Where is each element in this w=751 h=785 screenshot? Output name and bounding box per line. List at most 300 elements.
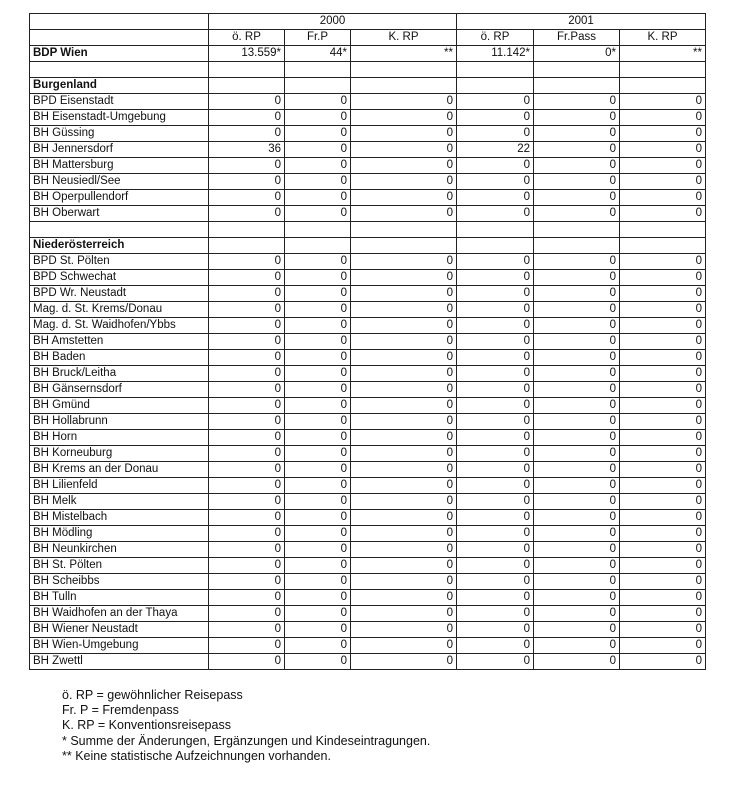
row-label: BPD St. Pölten [30, 254, 209, 270]
value-cell: 0 [285, 398, 351, 414]
value-cell: 0 [534, 430, 620, 446]
row-label: BH Krems an der Donau [30, 462, 209, 478]
table-row [30, 606, 706, 622]
value-cell: 0 [457, 430, 534, 446]
col-header-2001-k-rp: K. RP [620, 30, 706, 46]
value-cell: 0 [209, 526, 285, 542]
value-cell: 0 [534, 462, 620, 478]
value-cell: 0 [209, 542, 285, 558]
value-cell: 0 [620, 174, 706, 190]
value-cell: 0 [285, 590, 351, 606]
value-cell: 0 [351, 142, 457, 158]
row-label: BH Operpullendorf [30, 190, 209, 206]
value-cell: 0 [285, 478, 351, 494]
value-cell: 0 [285, 446, 351, 462]
table-row [30, 654, 706, 670]
value-cell: 0 [209, 158, 285, 174]
empty-cell [209, 222, 285, 238]
row-label: BH Bruck/Leitha [30, 366, 209, 382]
empty-cell [534, 62, 620, 78]
empty-cell [351, 62, 457, 78]
value-cell: 0 [209, 494, 285, 510]
value-cell: 0 [620, 382, 706, 398]
passport-statistics-table [29, 13, 706, 670]
table-row [30, 190, 706, 206]
value-cell: 0 [534, 558, 620, 574]
summary-row-bdp-wien [30, 46, 706, 62]
section-header-row [30, 78, 706, 94]
table-row [30, 542, 706, 558]
table-row [30, 430, 706, 446]
row-label: Mag. d. St. Krems/Donau [30, 302, 209, 318]
value-cell: 0 [620, 526, 706, 542]
value-cell: 0 [534, 158, 620, 174]
value-cell: 0 [351, 366, 457, 382]
value-cell: 0 [209, 174, 285, 190]
value-cell: 0 [351, 606, 457, 622]
value-cell: 0 [285, 510, 351, 526]
empty-cell [285, 78, 351, 94]
table-row [30, 574, 706, 590]
value-cell: 0 [209, 462, 285, 478]
value-cell: 0 [209, 574, 285, 590]
row-label: BH Güssing [30, 126, 209, 142]
table-row [30, 558, 706, 574]
value-cell: 0 [620, 622, 706, 638]
value-cell: 0 [351, 302, 457, 318]
empty-cell [285, 62, 351, 78]
value-cell: 0 [285, 606, 351, 622]
value-cell: 0 [534, 190, 620, 206]
row-label: BH Lilienfeld [30, 478, 209, 494]
footnote: K. RP = Konventionsreisepass [62, 718, 231, 733]
value-cell: 0 [534, 622, 620, 638]
value-cell: 0 [209, 590, 285, 606]
value-cell: ** [351, 46, 457, 62]
value-cell: 0 [620, 286, 706, 302]
col-header-2001-oe-rp: ö. RP [457, 30, 534, 46]
row-label: BPD Wr. Neustadt [30, 286, 209, 302]
value-cell: 0 [534, 574, 620, 590]
value-cell: 0 [620, 430, 706, 446]
value-cell: 0 [457, 398, 534, 414]
value-cell: 0 [285, 574, 351, 590]
table-row [30, 382, 706, 398]
table-row [30, 350, 706, 366]
empty-corner-cell [30, 14, 209, 30]
table-row [30, 270, 706, 286]
table-row [30, 590, 706, 606]
value-cell: 0 [534, 510, 620, 526]
value-cell: 0 [285, 94, 351, 110]
table-row [30, 638, 706, 654]
value-cell: 0 [351, 318, 457, 334]
value-cell: 0 [351, 414, 457, 430]
value-cell: 0 [457, 270, 534, 286]
row-label: Mag. d. St. Waidhofen/Ybbs [30, 318, 209, 334]
value-cell: 0 [351, 382, 457, 398]
value-cell: 0 [209, 126, 285, 142]
value-cell: 0 [620, 558, 706, 574]
empty-cell [620, 222, 706, 238]
table-row [30, 110, 706, 126]
value-cell: 0 [351, 206, 457, 222]
row-label: BH Korneuburg [30, 446, 209, 462]
value-cell: 0 [209, 302, 285, 318]
row-label: BH Tulln [30, 590, 209, 606]
row-label: BH Jennersdorf [30, 142, 209, 158]
value-cell: 0 [534, 606, 620, 622]
value-cell: 0 [209, 254, 285, 270]
row-label: BH Horn [30, 430, 209, 446]
section-title: Burgenland [30, 78, 209, 94]
value-cell: 0 [620, 606, 706, 622]
value-cell: 0 [209, 190, 285, 206]
table-row [30, 174, 706, 190]
footnote: ö. RP = gewöhnlicher Reisepass [62, 688, 243, 702]
row-label: BH Neunkirchen [30, 542, 209, 558]
value-cell: 0 [457, 542, 534, 558]
value-cell: 0 [620, 414, 706, 430]
table-row [30, 366, 706, 382]
row-label: BH Gänsernsdorf [30, 382, 209, 398]
value-cell: 0 [457, 654, 534, 670]
value-cell: 0 [351, 430, 457, 446]
empty-cell [30, 62, 209, 78]
value-cell: 0 [285, 190, 351, 206]
empty-cell [457, 62, 534, 78]
value-cell: 0 [351, 398, 457, 414]
value-cell: 0 [457, 494, 534, 510]
row-label: BH Eisenstadt-Umgebung [30, 110, 209, 126]
year-header-2001: 2001 [457, 14, 706, 30]
value-cell: 0 [534, 318, 620, 334]
value-cell: 0 [285, 206, 351, 222]
spacer-row [30, 62, 706, 78]
value-cell: 0 [209, 622, 285, 638]
value-cell: 0 [285, 350, 351, 366]
value-cell: 0 [285, 142, 351, 158]
value-cell: 0 [209, 446, 285, 462]
empty-cell [620, 78, 706, 94]
table-body [30, 14, 706, 670]
value-cell: 0 [534, 334, 620, 350]
value-cell: 0 [457, 382, 534, 398]
table-row [30, 526, 706, 542]
col-header-2000-k-rp: K. RP [351, 30, 457, 46]
value-cell: 0 [457, 286, 534, 302]
row-label: BH Amstetten [30, 334, 209, 350]
table-row [30, 94, 706, 110]
value-cell: 0 [209, 206, 285, 222]
value-cell: 0 [209, 478, 285, 494]
value-cell: 0 [534, 254, 620, 270]
row-label: BH Baden [30, 350, 209, 366]
value-cell: 22 [457, 142, 534, 158]
table-row [30, 414, 706, 430]
empty-cell [457, 78, 534, 94]
value-cell: 0 [457, 110, 534, 126]
value-cell: 0 [209, 382, 285, 398]
value-cell: 0 [351, 286, 457, 302]
value-cell: 0 [534, 126, 620, 142]
value-cell: 0 [457, 558, 534, 574]
value-cell: 0 [457, 126, 534, 142]
value-cell: 0 [285, 382, 351, 398]
value-cell: 0 [351, 94, 457, 110]
value-cell: 0 [620, 462, 706, 478]
value-cell: 0 [620, 318, 706, 334]
value-cell: 0 [620, 110, 706, 126]
table-row [30, 254, 706, 270]
table-row [30, 206, 706, 222]
value-cell: 13.559* [209, 46, 285, 62]
value-cell: 0 [534, 494, 620, 510]
value-cell: 0 [457, 302, 534, 318]
value-cell: 0 [209, 654, 285, 670]
value-cell: 0 [457, 462, 534, 478]
value-cell: 0 [620, 478, 706, 494]
value-cell: 0 [285, 254, 351, 270]
value-cell: 0 [534, 174, 620, 190]
footnote: Fr. P = Fremdenpass [62, 703, 179, 718]
value-cell: 0 [457, 366, 534, 382]
col-header-2000-fr-p: Fr.P [285, 30, 351, 46]
value-cell: 0 [620, 398, 706, 414]
value-cell: 0 [534, 286, 620, 302]
row-label: BH Melk [30, 494, 209, 510]
value-cell: 0 [351, 270, 457, 286]
value-cell: 0 [534, 350, 620, 366]
value-cell: 0 [285, 494, 351, 510]
table-row [30, 446, 706, 462]
value-cell: 0 [285, 318, 351, 334]
value-cell: 0 [285, 126, 351, 142]
empty-cell [285, 238, 351, 254]
empty-label-header [30, 30, 209, 46]
col-header-2001-fr-pass: Fr.Pass [534, 30, 620, 46]
value-cell: 0 [534, 478, 620, 494]
value-cell: 0 [351, 654, 457, 670]
value-cell: 44* [285, 46, 351, 62]
value-cell: 0 [285, 302, 351, 318]
value-cell: 0 [620, 270, 706, 286]
value-cell: 0 [534, 638, 620, 654]
value-cell: 0 [457, 318, 534, 334]
empty-cell [457, 222, 534, 238]
row-label: BH Wien-Umgebung [30, 638, 209, 654]
table-row [30, 302, 706, 318]
value-cell: 0 [209, 334, 285, 350]
value-cell: 0 [534, 398, 620, 414]
value-cell: 0 [209, 510, 285, 526]
row-label: BH Waidhofen an der Thaya [30, 606, 209, 622]
value-cell: 0 [285, 158, 351, 174]
value-cell: 0 [351, 350, 457, 366]
value-cell: 0 [620, 158, 706, 174]
row-label: BH Gmünd [30, 398, 209, 414]
row-label: BH Mattersburg [30, 158, 209, 174]
value-cell: 0 [620, 254, 706, 270]
value-cell: 0 [457, 526, 534, 542]
value-cell: 0 [457, 174, 534, 190]
spacer-row [30, 222, 706, 238]
value-cell: 0 [457, 478, 534, 494]
empty-cell [351, 78, 457, 94]
value-cell: 0 [534, 366, 620, 382]
value-cell: 0 [457, 574, 534, 590]
row-label: BH Oberwart [30, 206, 209, 222]
empty-cell [285, 222, 351, 238]
table-row [30, 398, 706, 414]
value-cell: 0 [209, 558, 285, 574]
table-row [30, 462, 706, 478]
value-cell: 0 [285, 334, 351, 350]
value-cell: 0 [351, 558, 457, 574]
row-label: BDP Wien [30, 46, 209, 62]
table-row [30, 318, 706, 334]
value-cell: 0 [351, 158, 457, 174]
value-cell: 0 [351, 622, 457, 638]
footnote: * Summe der Änderungen, Ergänzungen und Kindeseintragungen. [62, 733, 431, 748]
row-label: BH Hollabrunn [30, 414, 209, 430]
value-cell: 0 [209, 366, 285, 382]
value-cell: 0 [620, 654, 706, 670]
year-header-row [30, 14, 706, 30]
value-cell: 0 [534, 382, 620, 398]
value-cell: 0 [457, 94, 534, 110]
value-cell: ** [620, 46, 706, 62]
value-cell: 0 [351, 462, 457, 478]
value-cell: 0 [351, 126, 457, 142]
value-cell: 0 [209, 414, 285, 430]
column-header-row [30, 30, 706, 46]
table-row [30, 510, 706, 526]
value-cell: 0 [534, 542, 620, 558]
value-cell: 0 [457, 254, 534, 270]
value-cell: 0 [457, 190, 534, 206]
value-cell: 0 [285, 654, 351, 670]
col-header-2000-oe-rp: ö. RP [209, 30, 285, 46]
table-row [30, 126, 706, 142]
row-label: BH Zwettl [30, 654, 209, 670]
value-cell: 0 [620, 142, 706, 158]
value-cell: 0 [620, 446, 706, 462]
row-label: BH Wiener Neustadt [30, 622, 209, 638]
value-cell: 0 [285, 462, 351, 478]
value-cell: 0 [285, 110, 351, 126]
empty-cell [534, 78, 620, 94]
value-cell: 0 [351, 590, 457, 606]
footnote: ** Keine statistische Aufzeichnungen vorhanden. [62, 748, 331, 763]
empty-cell [534, 238, 620, 254]
empty-cell [209, 78, 285, 94]
value-cell: 0 [285, 270, 351, 286]
value-cell: 0 [457, 350, 534, 366]
empty-cell [209, 62, 285, 78]
value-cell: 0* [534, 46, 620, 62]
value-cell: 0 [285, 414, 351, 430]
value-cell: 0 [620, 510, 706, 526]
table-row [30, 142, 706, 158]
value-cell: 0 [209, 606, 285, 622]
value-cell: 0 [457, 206, 534, 222]
value-cell: 0 [534, 526, 620, 542]
section-title: Niederösterreich [30, 238, 209, 254]
value-cell: 0 [285, 638, 351, 654]
value-cell: 0 [534, 446, 620, 462]
value-cell: 0 [620, 350, 706, 366]
empty-cell [351, 238, 457, 254]
value-cell: 0 [285, 526, 351, 542]
empty-cell [620, 238, 706, 254]
value-cell: 0 [285, 286, 351, 302]
table-row [30, 622, 706, 638]
value-cell: 0 [457, 414, 534, 430]
row-label: BH Scheibbs [30, 574, 209, 590]
table-row [30, 478, 706, 494]
year-header-2000: 2000 [209, 14, 457, 30]
value-cell: 0 [209, 350, 285, 366]
value-cell: 0 [534, 142, 620, 158]
value-cell: 0 [620, 302, 706, 318]
table-row [30, 494, 706, 510]
value-cell: 0 [457, 334, 534, 350]
value-cell: 0 [620, 334, 706, 350]
value-cell: 0 [351, 174, 457, 190]
value-cell: 0 [209, 94, 285, 110]
row-label: BPD Schwechat [30, 270, 209, 286]
value-cell: 0 [534, 590, 620, 606]
row-label: BH St. Pölten [30, 558, 209, 574]
value-cell: 0 [351, 478, 457, 494]
value-cell: 11.142* [457, 46, 534, 62]
value-cell: 0 [285, 366, 351, 382]
section-header-row [30, 238, 706, 254]
value-cell: 0 [457, 446, 534, 462]
value-cell: 0 [534, 654, 620, 670]
row-label: BPD Eisenstadt [30, 94, 209, 110]
value-cell: 0 [620, 126, 706, 142]
value-cell: 0 [351, 494, 457, 510]
value-cell: 0 [285, 542, 351, 558]
value-cell: 0 [209, 398, 285, 414]
value-cell: 0 [457, 638, 534, 654]
value-cell: 0 [620, 574, 706, 590]
value-cell: 0 [351, 110, 457, 126]
value-cell: 0 [457, 590, 534, 606]
table-row [30, 334, 706, 350]
row-label: BH Neusiedl/See [30, 174, 209, 190]
value-cell: 0 [351, 446, 457, 462]
empty-cell [351, 222, 457, 238]
value-cell: 0 [285, 430, 351, 446]
value-cell: 0 [351, 638, 457, 654]
table-row [30, 158, 706, 174]
value-cell: 36 [209, 142, 285, 158]
empty-cell [620, 62, 706, 78]
value-cell: 0 [351, 542, 457, 558]
empty-cell [457, 238, 534, 254]
value-cell: 0 [620, 590, 706, 606]
value-cell: 0 [457, 622, 534, 638]
value-cell: 0 [209, 110, 285, 126]
empty-cell [209, 238, 285, 254]
value-cell: 0 [620, 206, 706, 222]
value-cell: 0 [534, 270, 620, 286]
value-cell: 0 [457, 606, 534, 622]
value-cell: 0 [285, 622, 351, 638]
